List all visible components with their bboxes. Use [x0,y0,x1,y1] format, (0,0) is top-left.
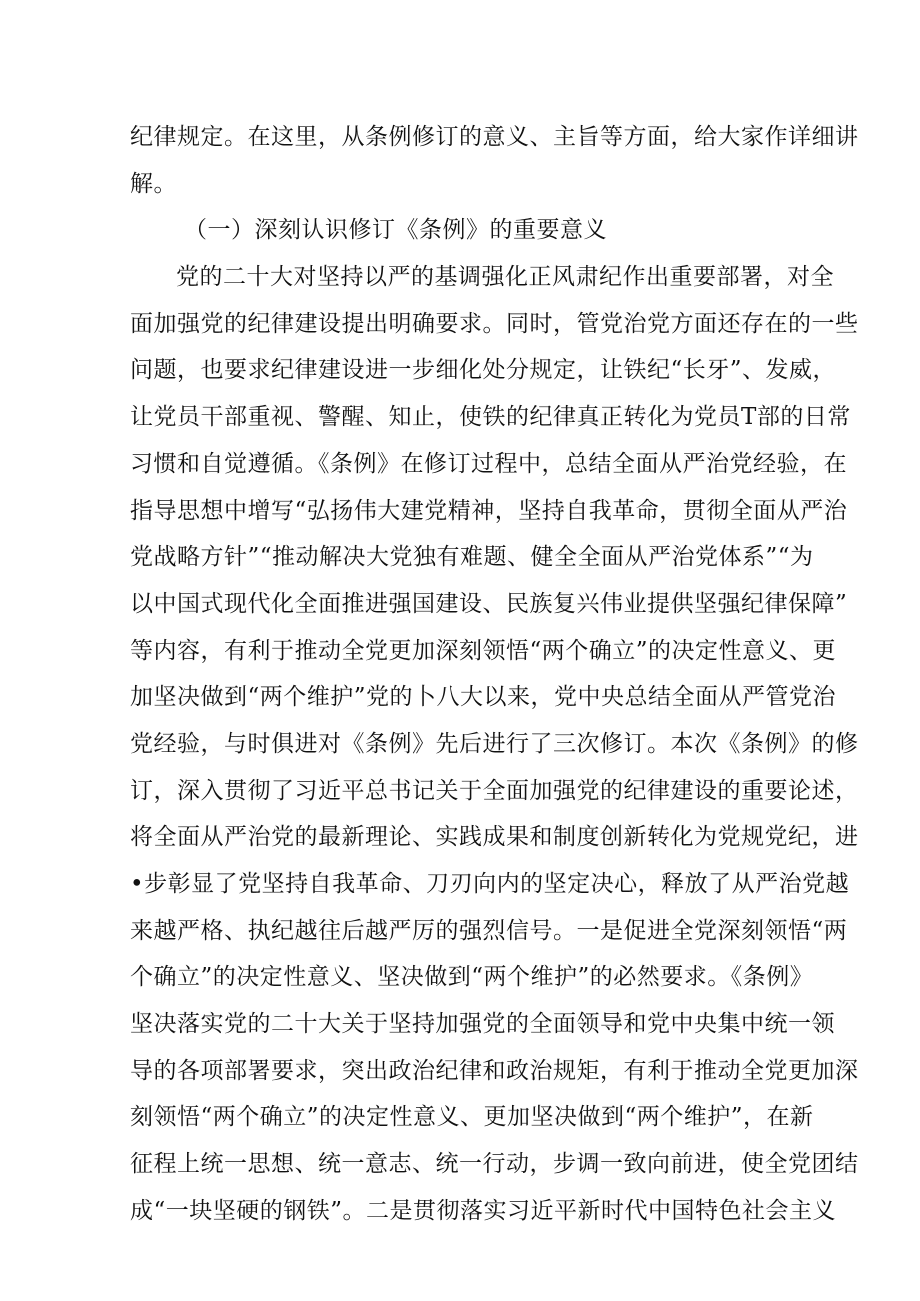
text-line: 将全面从严治党的最新理论、实践成果和制度创新转化为党规党纪，进 [130,824,859,851]
text-line: 党经验，与时俱进对《条例》先后进行了三次修订。本次《条例》的修 [130,730,859,757]
text-line: 解。 [130,170,177,197]
text-line: 问题，也要求纪律建设进一步细化处分规定，让铁纪“长牙”、发威， [130,357,837,384]
text-line: 加坚决做到“两个维护”党的卜八大以来，党中央总结全面从严管党治 [130,684,837,711]
text-line: 来越严格、执纪越往后越严厉的强烈信号。一是促进全党深刻领悟“两 [130,917,848,944]
text-line: 党战略方针”“推动解决大党独有难题、健全全面从严治党体系”“为 [130,544,814,571]
text-line: 党的二十大对坚持以严的基调强化正风肃纪作出重要部署，对全 [176,264,834,291]
text-line: 面加强党的纪律建设提出明确要求。同时，管党治党方面还存在的一些 [130,310,859,337]
text-line: 以中国式现代化全面推进强国建设、民族复兴伟业提供坚强纪律保障” [130,590,848,617]
text-line: 成“一块坚硬的钢铁”。二是贯彻落实习近平新时代中国特色社会主义 [130,1197,837,1224]
text-line: 等内容，有利于推动全党更加深刻领悟“两个确立”的决定性意义、更 [130,637,837,664]
section-heading: （一）深刻认识修订《条例》的重要意义 [184,217,607,244]
text-line: 坚决落实党的二十大关于坚持加强党的全面领导和党中央集中统一领 [130,1011,835,1038]
document-body [130,114,859,1235]
text-line: 让党员干部重视、警醒、知止，使铁的纪律真正转化为党员T部的日常 [130,404,851,431]
text-line: 征程上统一思想、统一意志、统一行动，步调一致向前进，使全党团结 [130,1151,859,1178]
text-line: 个确立”的决定性意义、坚决做到“两个维护”的必然要求。《条例》 [130,964,814,991]
text-line: 刻领悟“两个确立”的决定性意义、更加坚决做到“两个维护”，在新 [130,1104,814,1131]
text-line: •步彰显了党坚持自我革命、刀刃向内的坚定决心，释放了从严治党越 [130,871,850,897]
text-line: 习惯和自觉遵循。《条例》在修订过程中，总结全面从严治党经验，在 [130,450,847,477]
text-line: 导的各项部署要求，突出政治纪律和政治规矩，有利于推动全党更加深 [130,1057,859,1084]
text-line: 订，深入贯彻了习近平总书记关于全面加强党的纪律建设的重要论述， [130,777,859,804]
text-line: 纪律规定。在这里，从条例修订的意义、主旨等方面，给大家作详细讲 [130,124,859,150]
text-line: 指导思想中增写“弘扬伟大建党精神，坚持自我革命，贯彻全面从严治 [130,497,848,524]
